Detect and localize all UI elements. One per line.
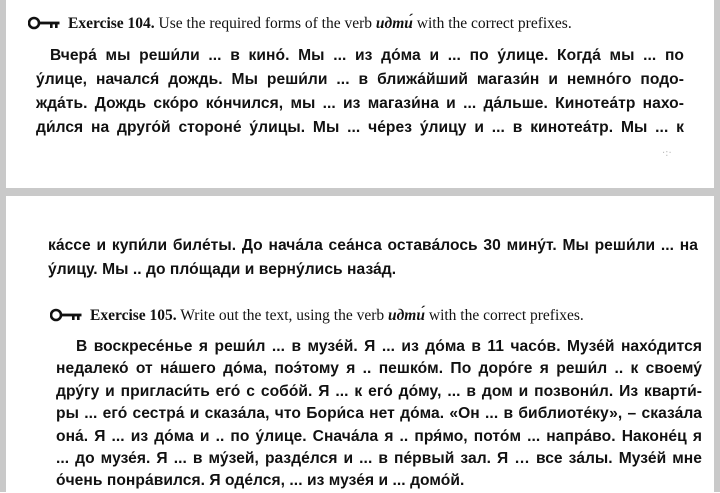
page-section-top	[6, 0, 714, 188]
right-border	[714, 0, 720, 492]
text-line: В воскресе́нье я реши́л ... в музе́й. Я ... из до́ма в 11 часо́в. Музе́й нахо́дится	[76, 338, 702, 355]
page-separator	[0, 188, 720, 196]
text-line: недалеко́ от на́шего до́ма, поэ́тому я .. пешко́м. По доро́ге я реши́л .. к своему́	[56, 360, 702, 378]
exercise-105-heading	[50, 306, 584, 328]
exercise-105-verb: идти́	[388, 307, 425, 324]
text-line: дру́гу и пригласи́ть его́ с собо́й. Я ... к его́ до́му, ... в дом и позвони́л. Из кварти́-	[56, 382, 702, 400]
text-line: Вчера́ мы реши́ли ... в кино́. Мы ... из до́ма и ... по у́лице. Когда́ мы ... по	[50, 47, 684, 64]
key-icon	[50, 308, 84, 328]
exercise-104-text	[36, 44, 684, 140]
exercise-104-number: Exercise 104.	[68, 15, 155, 32]
exercise-105-number: Exercise 105.	[90, 307, 177, 324]
exercise-105-instruction: Write out the text, using the verb	[180, 307, 385, 324]
text-line: она́. Я ... из до́ма и .. по у́лице. Снача́ла я .. пря́мо, пото́м ... напра́во. Наконе́ц я	[56, 427, 702, 445]
exercise-105-text	[56, 336, 702, 493]
text-line: у́лицу. Мы .. до пло́щади и верну́лись наза́д.	[48, 261, 397, 278]
exercise-105-instruction-tail: with the correct prefixes.	[428, 307, 584, 324]
exercise-104-instruction: Use the required forms of the verb	[158, 15, 373, 32]
text-line: ди́лся на друго́й стороне́ у́лицы. Мы ... че́рез у́лицу и ... в кинотеа́тр. Мы ... к	[36, 119, 684, 136]
exercise-104-continuation	[48, 234, 698, 282]
text-line: ... до музе́я. Я ... в му́зей, разде́лся и ... в пе́рвый зал. Я … все за́лы. Музе́й мне	[56, 450, 702, 468]
text-line: ка́ссе и купи́ли биле́ты. До нача́ла сеа́нса остава́лось 30 мину́т. Мы реши́ли ... на	[48, 237, 698, 254]
text-line: ры ... его́ сестра́ и сказа́ла, что Бори́са нет до́ма. «Он ... в библиоте́ку», – сказа́ла	[56, 405, 702, 423]
page-section-bottom	[6, 196, 714, 492]
exercise-104-heading	[28, 14, 572, 36]
scan-smudge: ·:·	[662, 148, 672, 159]
text-line: о́чень понра́вился. Я оде́лся, ... из музе́я и ... домо́й.	[56, 472, 465, 490]
key-icon	[28, 16, 62, 36]
exercise-104-instruction-tail: with the correct prefixes.	[416, 15, 572, 32]
text-line: жда́ть. Дождь ско́ро ко́нчился, мы ... из магази́на и ... да́льше. Кинотеа́тр нахо-	[36, 95, 684, 112]
text-line: у́лице, начался́ дождь. Мы реши́ли ... в ближа́йший магази́н и немно́го подо-	[36, 71, 684, 88]
exercise-104-verb: идти́	[375, 15, 413, 32]
